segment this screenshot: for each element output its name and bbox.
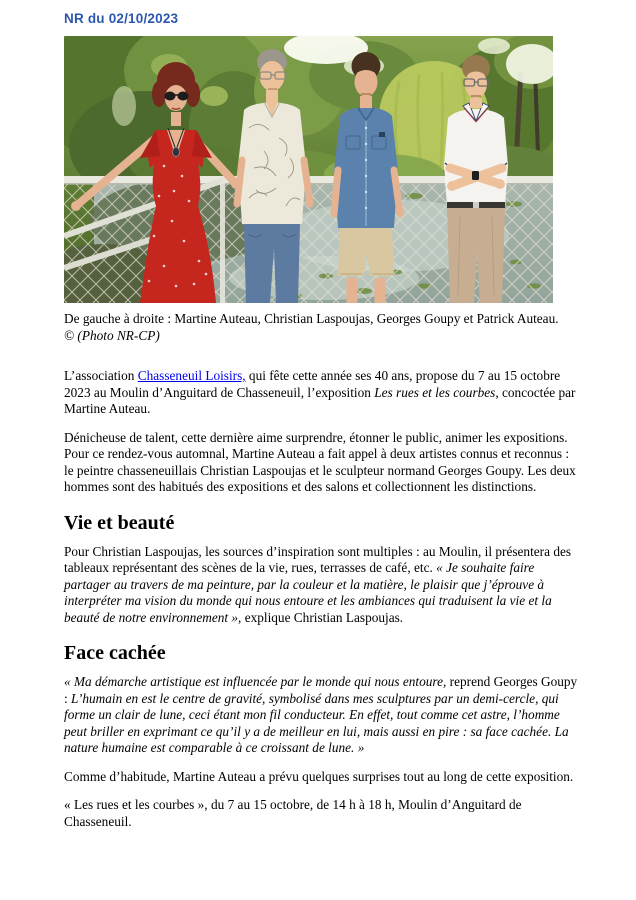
- intro-pre: L’association: [64, 368, 138, 383]
- laspoujas-end: , explique Christian Laspoujas.: [238, 609, 404, 625]
- paragraph-infos-pratiques: « Les rues et les courbes », du 7 au 15 octobre, de 14 h à 18 h, Moulin d’Anguitard de Chasseneuil.: [64, 797, 522, 829]
- paragraph-goupy: [64, 674, 580, 757]
- patterned-shirt: [238, 103, 306, 225]
- intro-mid: qui fête cette année ses 40 ans, propose du 7 au 15 octobre 2023 au Moulin d’Anguitard de Chasseneuil, l’exposition: [64, 368, 561, 400]
- paragraph-laspoujas: [64, 544, 580, 627]
- paragraph-intro: [64, 368, 580, 418]
- laspoujas-pre: Pour Christian Laspoujas, les sources d’inspiration sont multiples : au Moulin, il présentera des tableaux représentant des scènes de la vie, rues, terrasses de café, etc.: [64, 543, 572, 575]
- article-photo-frame: [64, 36, 553, 303]
- wristwatch: [472, 171, 479, 180]
- goupy-quote-2: L’humain en est le centre de gravité, symbolisé dans mes sculptures par un demi-cercle, qui forme un clair de lune, ceci étant mon fil conducteur. En effet, tout comme cet astre, l’homme peut briller en exprimant ce qu’il y a de meilleur en lui, mais aussi en pire : sa face cachée. La nature humaine est comparable à ce croissant de lune. »: [64, 690, 569, 755]
- laspoujas-quote: « Je souhaite faire partager au travers de ma peinture, par la couleur et la matière, le plaisir que j’éprouve à interpréter ma vision du monde qui nous entoure et les ambiances qui traduisent la vie et la beauté de notre environnement »: [64, 560, 552, 625]
- exhibition-title: Les rues et les courbes: [374, 384, 496, 400]
- photo-caption: De gauche à droite : Martine Auteau, Christian Laspoujas, Georges Goupy et Patrick Auteau.: [64, 311, 559, 326]
- goupy-quote-1: « Ma démarche artistique est influencée par le monde qui nous entoure,: [64, 674, 447, 689]
- photo-credit: © (Photo NR-CP): [64, 327, 160, 343]
- white-polo: [444, 109, 508, 206]
- link-chasseneuil-loisirs[interactable]: Chasseneuil Loisirs,: [137, 368, 246, 383]
- paragraph-surprises: Comme d’habitude, Martine Auteau a prévu quelques surprises tout au long de cette exposition.: [64, 768, 574, 784]
- section-heading-face-cachee: Face cachée: [64, 642, 166, 664]
- section-heading-vie-et-beaute: Vie et beauté: [64, 511, 175, 534]
- article-photo: [64, 36, 553, 303]
- header-date: NR du 02/10/2023: [64, 11, 179, 26]
- article-content: [64, 36, 580, 842]
- goupy-mid: reprend Georges Goupy :: [64, 674, 578, 706]
- intro-end: , concoctée par Martine Auteau.: [64, 384, 576, 416]
- paragraph-presentation: Dénicheuse de talent, cette dernière aime surprendre, étonner le public, animer les expositions. Pour ce rendez-vous automnal, Martine Auteau a fait appel à deux artistes connus et reconnus : le peintre chasseneuillais Christian Laspoujas et le sculpteur normand Georges Goupy. Les deux hommes sont des habitués des expositions et des salons et collectionnent les distinctions.: [64, 429, 576, 494]
